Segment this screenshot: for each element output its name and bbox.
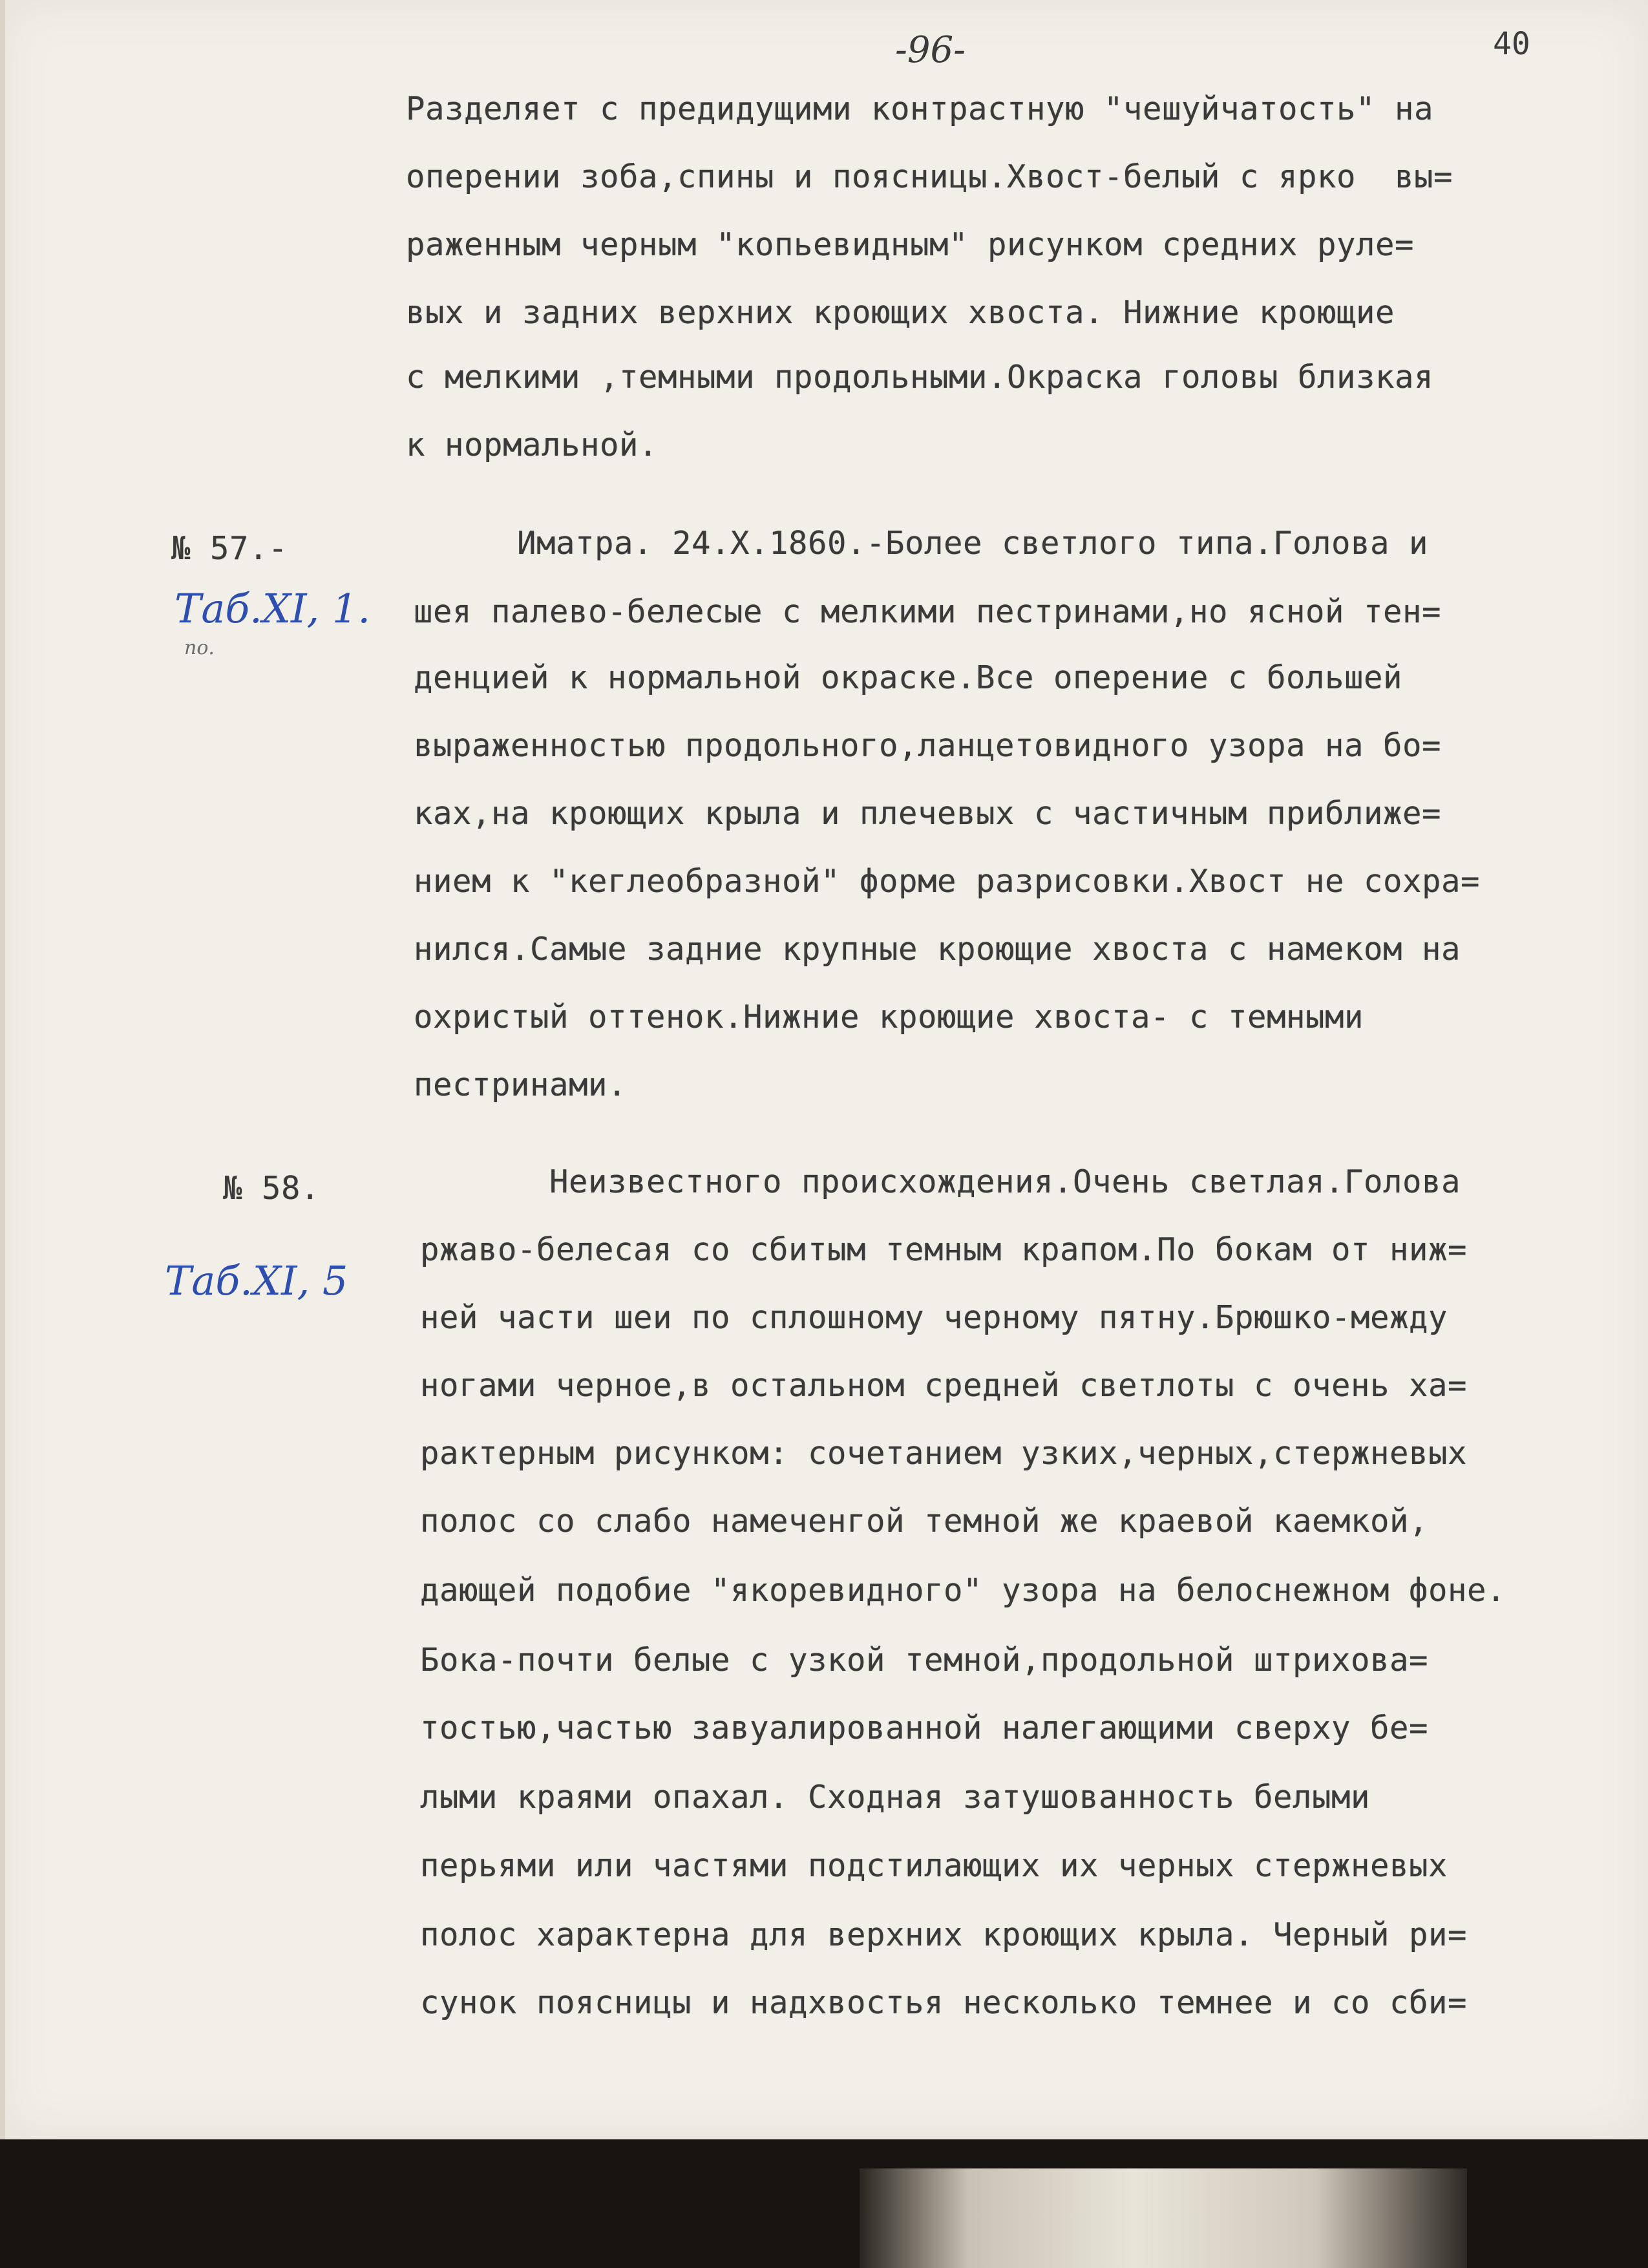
- entry-57-line-6: нием к "кеглеобразной" форме разрисовки.Хвост не сохра=: [414, 863, 1481, 900]
- entry-57-line-1: Иматра. 24.X.1860.-Более светлого типа.Голова и: [517, 525, 1429, 562]
- entry-58-line-2: ржаво-белесая со сбитым темным крапом.По бокам от ниж=: [420, 1231, 1468, 1268]
- entry-57-line-3: денцией к нормальной окраске.Все оперение с большей: [414, 659, 1403, 696]
- entry-58-line-12: полос характерна для верхних кроющих крыла. Черный ри=: [420, 1916, 1468, 1953]
- continuation-line-4: вых и задних верхних кроющих хвоста. Нижние кроющие: [406, 294, 1395, 331]
- entry-57-line-9: пестринами.: [414, 1066, 628, 1103]
- entry-57-line-5: ках,на кроющих крыла и плечевых с частичным приближе=: [414, 795, 1442, 832]
- entry-58-line-7: дающей подобие "якоревидного" узора на белоснежном фоне.: [420, 1572, 1506, 1609]
- continuation-line-6: к нормальной.: [406, 427, 659, 463]
- entry-57-number: № 57.-: [171, 530, 288, 567]
- entry-57-table-annotation: Таб.XI, 1.: [174, 585, 371, 632]
- entry-58-number: № 58.: [223, 1170, 321, 1207]
- entry-58-line-8: Бока-почти белые с узкой темной,продольной штрихова=: [420, 1642, 1429, 1679]
- entry-57-pencil-note: по.: [184, 637, 215, 659]
- entry-58-line-3: ней части шеи по сплошному черному пятну.Брюшко-между: [420, 1299, 1448, 1336]
- entry-58-line-10: лыми краями опахал. Сходная затушованность белыми: [420, 1779, 1371, 1816]
- entry-57-line-8: охристый оттенок.Нижние кроющие хвоста- с темными: [414, 999, 1364, 1035]
- continuation-line-5: с мелкими ,темными продольными.Окраска головы близкая: [406, 359, 1434, 396]
- folio-number: 40: [1493, 26, 1530, 62]
- entry-58-line-1: Неизвестного происхождения.Очень светлая.Голова: [549, 1163, 1461, 1200]
- entry-58-line-6: полос со слабо намеченгой темной же краевой каемкой,: [420, 1503, 1429, 1540]
- handwritten-page-number: -96-: [895, 29, 966, 71]
- entry-58-line-5: рактерным рисунком: сочетанием узких,черных,стержневых: [420, 1435, 1468, 1472]
- entry-58-line-9: тостью,частью завуалированной налегающими сверху бе=: [420, 1710, 1429, 1746]
- page-left-edge: [0, 0, 5, 2139]
- continuation-line-3: раженным черным "копьевидным" рисунком средних руле=: [406, 226, 1415, 263]
- entry-58-line-13: сунок поясницы и надхвостья несколько темнее и со сби=: [420, 1984, 1468, 2021]
- entry-57-line-7: нился.Самые задние крупные кроющие хвоста с намеком на: [414, 931, 1461, 968]
- entry-58-line-4: ногами черное,в остальном средней светлоты с очень ха=: [420, 1367, 1468, 1404]
- entry-57-line-4: выраженностью продольного,ланцетовидного узора на бо=: [414, 727, 1442, 764]
- entry-57-line-2: шея палево-белесые с мелкими пестринами,но ясной тен=: [414, 593, 1442, 630]
- continuation-line-1: Разделяет с предидущими контрастную "чешуйчатость" на: [406, 90, 1434, 127]
- scan-light-patch: [860, 2168, 1467, 2268]
- entry-58-table-annotation: Таб.XI, 5: [165, 1257, 348, 1304]
- continuation-line-2: оперении зоба,спины и поясницы.Хвост-белый с ярко вы=: [406, 158, 1453, 195]
- entry-58-line-11: перьями или частями подстилающих их черных стержневых: [420, 1847, 1448, 1884]
